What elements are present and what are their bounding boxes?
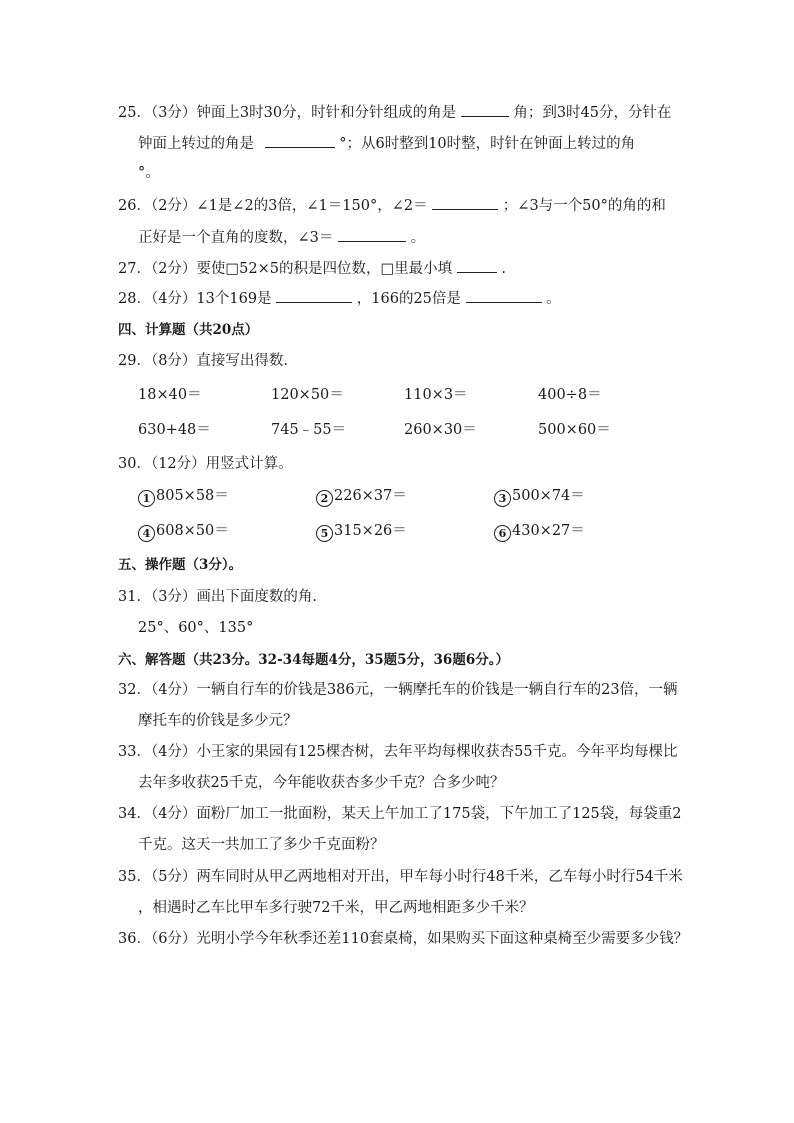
q27-text-a: 27．（2分）要使□52×5的积是四位数，□里最小填: [118, 261, 453, 277]
q25-text-d: °；从6时整到10时整，时针在钟面上转过的角: [339, 136, 636, 152]
q30-item-1: [138, 486, 229, 507]
q31-angles: 25°、60°、135°: [138, 620, 254, 636]
q29-item-8: 500×60＝: [538, 422, 611, 438]
question-32-line-1: 32．（4分）一辆自行车的价钱是386元，一辆摩托车的价钱是一辆自行车的23倍，一辆: [118, 682, 678, 698]
circled-number: 1: [138, 490, 155, 507]
q25-text-c: 钟面上转过的角是: [138, 136, 254, 152]
q25-text-a: 25．（3分）钟面上3时30分，时针和分针组成的角是: [118, 105, 457, 121]
circled-number: 4: [138, 525, 155, 542]
q29-item-5: 630+48＝: [138, 422, 211, 438]
q26-text-c: 正好是一个直角的度数，∠3＝: [138, 230, 334, 246]
question-27: [118, 258, 506, 279]
circled-number: 2: [316, 490, 333, 507]
q30-item-text: 226×37＝: [334, 488, 407, 504]
question-26-line-2: [138, 227, 425, 248]
q29-item-3: 110×3＝: [404, 387, 468, 403]
q26-text-a: 26．（2分）∠1是∠2的3倍，∠1＝150°，∠2＝: [118, 198, 428, 214]
q30-item-text: 500×74＝: [512, 488, 585, 504]
q28-text-b: ，166的25倍是: [356, 291, 461, 307]
q27-blank[interactable]: [457, 258, 497, 273]
q30-item-text: 430×27＝: [512, 523, 585, 539]
q26-text-d: 。: [410, 230, 426, 246]
question-29-title: 29．（8分）直接写出得数.: [118, 353, 289, 369]
q25-blank-1[interactable]: [461, 102, 509, 117]
q28-text-c: 。: [546, 291, 561, 307]
q30-item-text: 805×58＝: [156, 488, 229, 504]
q29-item-2: 120×50＝: [271, 387, 344, 403]
q25-text-e: °。: [138, 165, 160, 181]
q28-blank-2[interactable]: [466, 288, 542, 303]
q28-blank-1[interactable]: [276, 288, 352, 303]
circled-number: 5: [316, 525, 333, 542]
circled-number: 6: [494, 525, 511, 542]
q26-blank-2[interactable]: [338, 227, 406, 242]
question-25-line-1: [118, 102, 672, 123]
question-28: [118, 288, 561, 309]
q26-text-b: ；∠3与一个50°的角的和: [502, 198, 666, 214]
question-26-line-1: [118, 195, 666, 216]
q29-item-1: 18×40＝: [138, 387, 202, 403]
question-33-line-1: 33．（4分）小王家的果园有125棵杏树，去年平均每棵收获杏55千克。今年平均每棵比: [118, 744, 678, 760]
q30-item-6: [494, 521, 585, 542]
question-33-line-2: 去年多收获25千克，今年能收获杏多少千克？合多少吨？: [138, 775, 505, 791]
question-34-line-1: 34．（4分）面粉厂加工一批面粉，某天上午加工了175袋，下午加工了125袋，每袋重2: [118, 806, 682, 822]
q30-item-text: 608×50＝: [156, 523, 229, 539]
q29-item-7: 260×30＝: [404, 422, 477, 438]
question-25-line-2: [138, 133, 635, 154]
question-25-line-3: [138, 163, 160, 183]
q28-text-a: 28．（4分）13个169是: [118, 291, 272, 307]
q29-item-6: 745﹣55＝: [271, 422, 347, 438]
q30-item-text: 315×26＝: [334, 523, 407, 539]
section-5-heading: 五、操作题（3分）。: [118, 557, 243, 573]
q25-blank-2[interactable]: [265, 133, 335, 148]
section-4-heading: 四、计算题（共20点）: [118, 322, 259, 338]
q27-text-b: .: [501, 261, 506, 277]
question-35-line-2: ，相遇时乙车比甲车多行驶72千米，甲乙两地相距多少千米？: [138, 900, 534, 916]
q30-item-4: [138, 521, 229, 542]
section-6-heading: 六、解答题（共23分。32-34每题4分，35题5分，36题6分。）: [118, 652, 509, 668]
question-31-title: 31．（3分）画出下面度数的角.: [118, 589, 318, 605]
question-30-title: 30．（12分）用竖式计算。: [118, 456, 293, 472]
circled-number: 3: [494, 490, 511, 507]
question-35-line-1: 35．（5分）两车同时从甲乙两地相对开出，甲车每小时行48千米，乙车每小时行54千米: [118, 869, 683, 885]
question-36-line-1: 36．（6分）光明小学今年秋季还差110套桌椅，如果购买下面这种桌椅至少需要多少钱？: [118, 931, 689, 947]
question-32-line-2: 摩托车的价钱是多少元？: [138, 713, 298, 729]
q30-item-3: [494, 486, 585, 507]
q30-item-5: [316, 521, 407, 542]
q29-item-4: 400÷8＝: [538, 387, 602, 403]
question-34-line-2: 千克。这天一共加工了多少千克面粉？: [138, 837, 385, 853]
q25-text-b: 角；到3时45分，分针在: [513, 105, 672, 121]
q30-item-2: [316, 486, 407, 507]
q26-blank-1[interactable]: [432, 195, 498, 210]
